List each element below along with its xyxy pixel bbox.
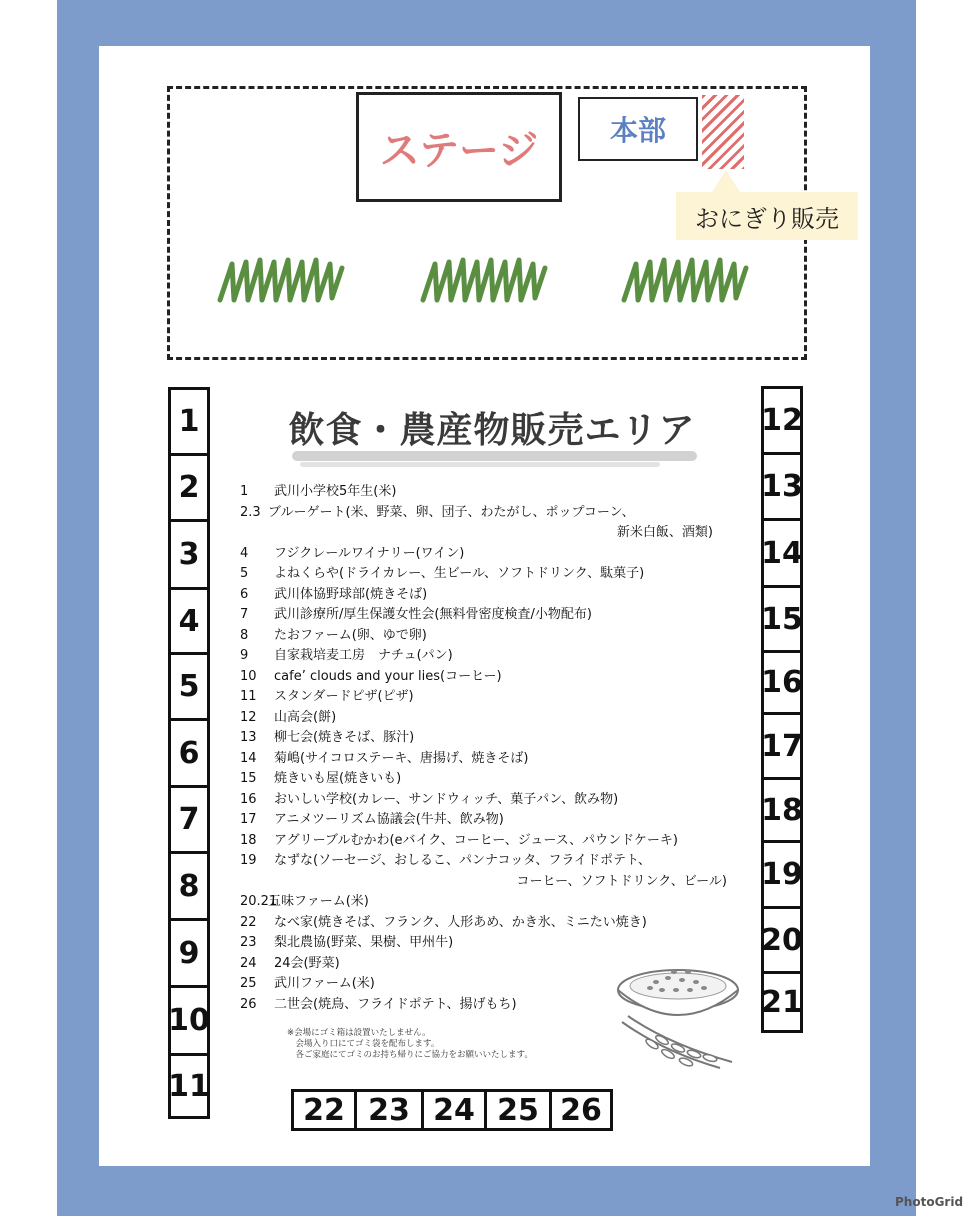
vendor-row: [240, 503, 760, 524]
vendor-number: 11: [240, 689, 257, 704]
area-title: 飲食・農産物販売エリア: [288, 410, 696, 451]
title-underline: [300, 462, 660, 467]
vendor-text: 24会(野菜): [274, 955, 340, 971]
vendor-text: アニメツーリズム協議会(牛丼、飲み物): [274, 812, 504, 827]
vendor-text: おいしい学校(カレー、サンドウィッチ、菓子パン、飲み物): [274, 791, 619, 807]
hq-label: 本部: [609, 114, 666, 147]
grass-icon: [216, 248, 346, 312]
vendor-number: 22: [240, 914, 257, 930]
vendor-text: 武川ファーム(米): [274, 976, 375, 991]
vendor-row: [240, 585, 760, 606]
vendor-text: なずな(ソーセージ、おしるこ、パンナコッタ、フライドポテト、: [274, 853, 651, 868]
vendor-number: 12: [240, 709, 257, 725]
vendor-text: ブルーゲート(米、野菜、卵、団子、わたがし、ポップコーン、: [268, 504, 635, 520]
stall-13: 13: [761, 452, 803, 521]
vendor-number: 19: [240, 853, 257, 868]
vendor-number: 14: [240, 750, 257, 766]
vendor-row: [240, 769, 760, 790]
hq-box: [578, 97, 698, 161]
vendor-number: 5: [240, 566, 249, 581]
stall-4: 4: [168, 587, 210, 655]
vendor-number: 18: [240, 832, 257, 848]
vendor-row: [240, 831, 760, 852]
vendor-row: [240, 667, 760, 688]
stall-8: 8: [168, 851, 210, 921]
stage-label: ステージ: [379, 127, 539, 174]
grass-icon: [419, 248, 549, 312]
stall-26: 26: [549, 1089, 613, 1131]
callout-pointer: [712, 170, 740, 192]
onigiri-callout: [676, 192, 858, 240]
vendor-text-continued: コーヒー、ソフトドリンク、ビール): [516, 873, 727, 889]
vendor-row: [240, 913, 760, 934]
stage-box: [356, 92, 562, 202]
stall-9: 9: [168, 918, 210, 988]
grass-icon: [620, 248, 750, 312]
vendor-number: 6: [240, 586, 249, 602]
rice-bowl-icon: [608, 960, 748, 1072]
vendor-number: 26: [240, 996, 257, 1012]
stall-19: 19: [761, 840, 803, 909]
vendor-text: たおファーム(卵、ゆで卵): [274, 627, 427, 643]
vendor-number: 17: [240, 812, 257, 827]
stall-22: 22: [291, 1089, 357, 1131]
vendor-number: 1: [240, 484, 249, 499]
stall-15: 15: [761, 585, 803, 653]
vendor-text: よねくらや(ドライカレー、生ビール、ソフトドリンク、駄菓子): [274, 566, 645, 581]
vendor-number: 24: [240, 955, 257, 971]
vendor-text: 武川体協野球部(焼きそば): [274, 586, 428, 602]
vendor-text: 二世会(焼鳥、フライドポテト、揚げもち): [274, 996, 517, 1012]
vendor-number: 25: [240, 976, 257, 991]
vendor-row: [240, 810, 760, 831]
trash-note: ※会場にゴミ箱は設置いたしません。 会場入り口にてゴミ袋を配布します。 各ご家庭にてゴミのお持ち帰りにご協力をお願いいたします。: [287, 1028, 533, 1060]
vendor-row: [240, 482, 760, 503]
vendor-row: [240, 851, 760, 872]
vendor-text: フジクレールワイナリー(ワイン): [274, 545, 465, 561]
stall-7: 7: [168, 785, 210, 854]
vendor-text: 山高会(餅): [274, 709, 337, 725]
vendor-number: 4: [240, 545, 249, 561]
vendor-row: [240, 892, 760, 913]
stall-16: 16: [761, 650, 803, 715]
stall-11: 11: [168, 1053, 210, 1119]
vendor-text: 武川小学校5年生(米): [274, 484, 397, 499]
stall-14: 14: [761, 518, 803, 588]
vendor-text: 自家栽培麦工房 ナチュ(パン): [274, 648, 453, 663]
stall-2: 2: [168, 453, 210, 522]
vendor-text: 焼きいも屋(焼きいも): [274, 771, 402, 786]
vendor-number: 10: [240, 668, 257, 684]
vendor-number: 7: [240, 607, 249, 622]
vendor-text: 五味ファーム(米): [268, 894, 369, 909]
stall-5: 5: [168, 652, 210, 721]
vendor-row: [240, 728, 760, 749]
vendor-number: 8: [240, 627, 249, 643]
vendor-text: cafe’ clouds and your lies(コーヒー): [274, 668, 502, 684]
vendor-text-continued: 新米白飯、酒類): [616, 525, 713, 540]
vendor-number: 2.3: [240, 504, 261, 520]
vendor-row: [240, 626, 760, 647]
stall-18: 18: [761, 777, 803, 843]
stall-17: 17: [761, 712, 803, 780]
vendor-row: [240, 790, 760, 811]
stall-12: 12: [761, 386, 803, 455]
vendor-text: 菊嶋(サイコロステーキ、唐揚げ、焼きそば): [274, 750, 529, 766]
stall-3: 3: [168, 519, 210, 590]
vendor-text: 武川診療所/厚生保護女性会(無料骨密度検査/小物配布): [274, 607, 592, 622]
photogrid-watermark: PhotoGrid: [895, 1195, 964, 1209]
vendor-row: [240, 708, 760, 729]
onigiri-label: おにぎり販売: [695, 204, 839, 233]
vendor-row: [240, 646, 760, 667]
vendor-row: [240, 933, 760, 954]
stall-23: 23: [354, 1089, 424, 1131]
stall-20: 20: [761, 906, 803, 974]
stall-24: 24: [421, 1089, 487, 1131]
vendor-text: 梨北農協(野菜、果樹、甲州牛): [274, 935, 454, 950]
vendor-text: 柳七会(焼きそば、豚汁): [274, 730, 415, 745]
vendor-text: スタンダードピザ(ピザ): [274, 689, 414, 704]
vendor-text: アグリーブルむかわ(eバイク、コーヒー、ジュース、パウンドケーキ): [274, 832, 678, 848]
stall-25: 25: [484, 1089, 552, 1131]
stall-21: 21: [761, 971, 803, 1033]
vendor-number: 20.21: [240, 894, 278, 909]
vendor-row: [240, 544, 760, 565]
vendor-row: [240, 687, 760, 708]
onigiri-stall-marker: [702, 95, 744, 169]
vendor-text: なべ家(焼きそば、フランク、人形あめ、かき氷、ミニたい焼き): [274, 914, 647, 930]
vendor-row: [240, 605, 760, 626]
vendor-number: 13: [240, 730, 257, 745]
vendor-number: 9: [240, 648, 249, 663]
stall-10: 10: [168, 985, 210, 1056]
vendor-row: [240, 749, 760, 770]
vendor-list: [240, 482, 760, 1015]
vendor-number: 23: [240, 935, 257, 950]
vendor-number: 15: [240, 771, 257, 786]
stall-6: 6: [168, 718, 210, 788]
stall-1: 1: [168, 387, 210, 456]
vendor-row: [240, 564, 760, 585]
vendor-number: 16: [240, 791, 257, 807]
